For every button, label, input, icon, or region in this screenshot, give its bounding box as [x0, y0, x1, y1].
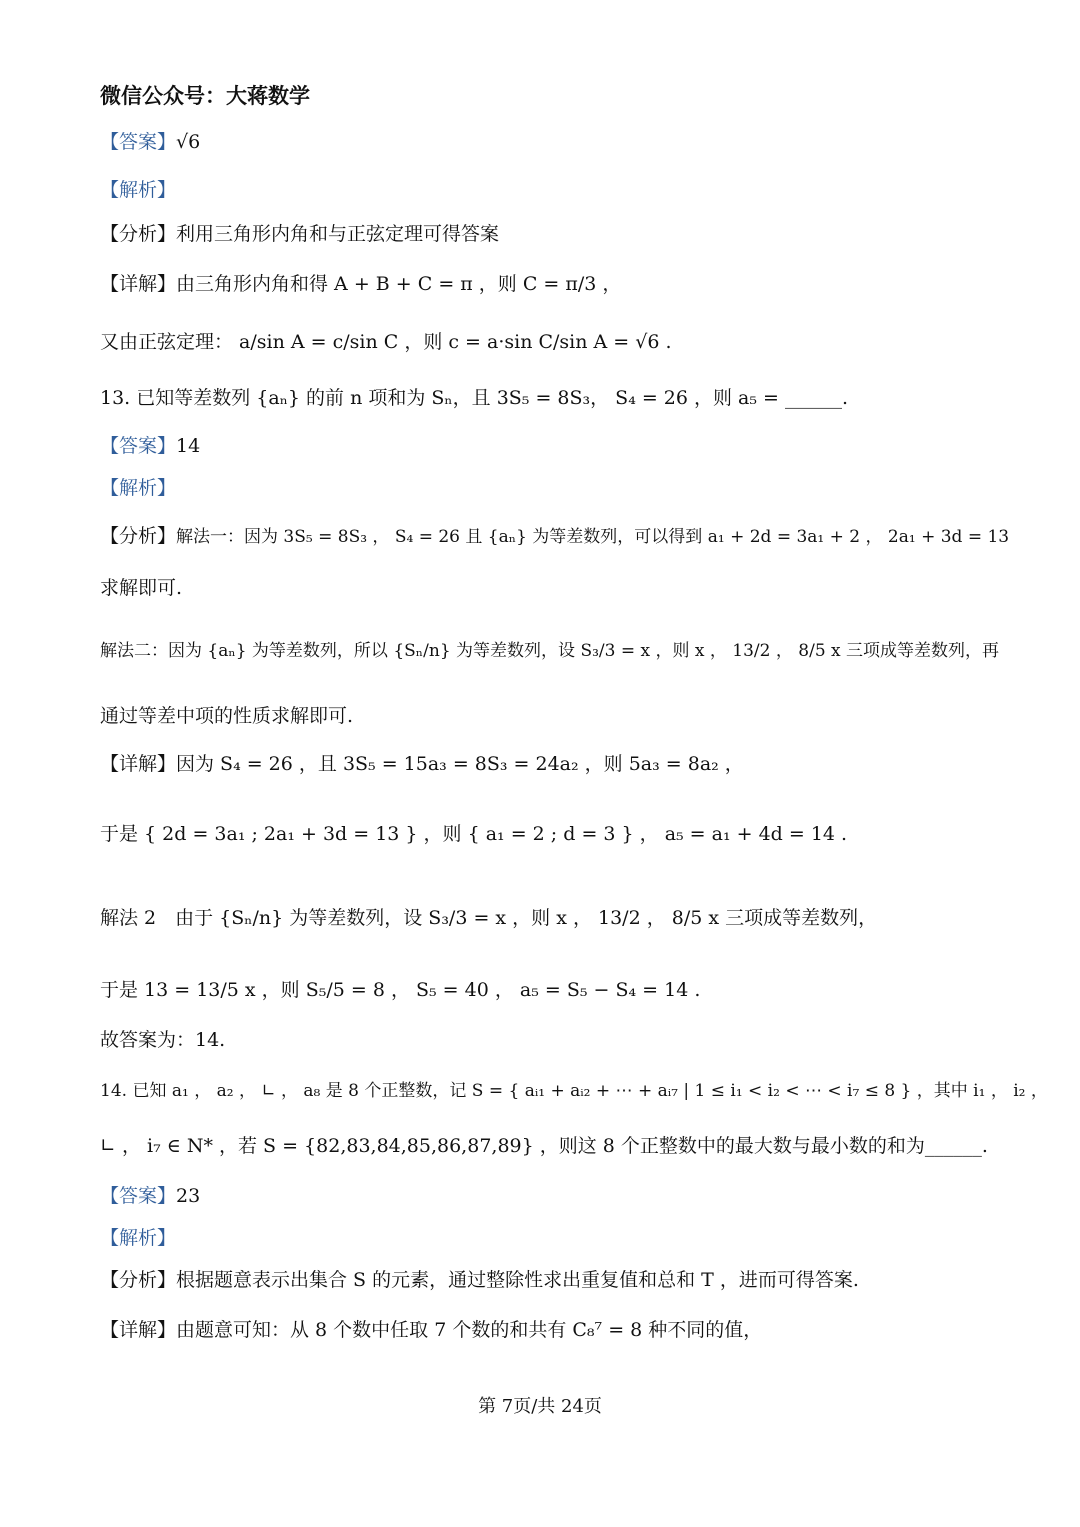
q13-question — [100, 384, 984, 412]
q13-fenxi-1: 解法一：因为 3S₅ = 8S₃ ， S₄ = 26 且 {aₙ} 为等差数列，可以得到 a₁ + 2d = 3a₁ + 2 ， 2a₁ + 3d = 13 — [176, 527, 1010, 547]
answer-tag: 【答案】 — [100, 435, 177, 457]
q13-detail-line-4 — [100, 976, 984, 1004]
q14-question-1: 14. 已知 a₁ ， a₂ ， ∟ ， a₈ 是 8 个正整数，记 S = { aᵢ₁ + aᵢ₂ + ⋯ + aᵢ₇ | 1 ≤ i₁ < i₂ < ⋯ < i₇ ≤ 8 } ，其中 i₁ ， i₂ ， — [100, 1081, 1048, 1101]
q12-answer-line — [100, 128, 984, 156]
q13-detail-line-2 — [100, 820, 984, 848]
q13-detail-4: 于是 13 = 13/5 x ，则 S₅/5 = 8 ， S₅ = 40 ， a₅ = S₅ − S₄ = 14 . — [100, 979, 701, 1001]
q13-fenxi-1b: 求解即可. — [100, 577, 183, 599]
analysis-tag: 【解析】 — [100, 477, 177, 499]
q12-analysis-line — [100, 176, 984, 204]
analysis-tag: 【解析】 — [100, 179, 177, 201]
q13-detail-2: 于是 { 2d = 3a₁ ; 2a₁ + 3d = 13 } ，则 { a₁ = 2 ; d = 3 } ， a₅ = a₁ + 4d = 14 . — [100, 823, 848, 845]
q14-question-line-2 — [100, 1132, 988, 1160]
fenxi-tag: 【分析】 — [100, 1269, 177, 1291]
q12-detail-1: 由三角形内角和得 A + B + C = π ，则 C = π/3 ， — [176, 273, 622, 295]
q13-fenxi-line-2b — [100, 702, 984, 730]
q13-detail-1: 因为 S₄ = 26 ，且 3S₅ = 15a₃ = 8S₃ = 24a₂ ，则 5a₃ = 8a₂ ， — [176, 753, 744, 775]
fenxi-tag: 【分析】 — [100, 525, 177, 547]
q12-fenxi: 利用三角形内角和与正弦定理可得答案 — [176, 223, 500, 245]
answer-tag: 【答案】 — [100, 1185, 177, 1207]
analysis-tag: 【解析】 — [100, 1227, 177, 1249]
q14-analysis-line — [100, 1224, 984, 1252]
q14-fenxi-line — [100, 1266, 984, 1294]
q13-answer: 14 — [176, 435, 201, 457]
q13-fenxi-line-1b — [100, 574, 984, 602]
q14-fenxi: 根据题意表示出集合 S 的元素，通过整除性求出重复值和总和 T ，进而可得答案. — [176, 1269, 859, 1291]
q12-detail-line-1 — [100, 270, 984, 298]
detail-tag: 【详解】 — [100, 753, 177, 775]
fenxi-tag: 【分析】 — [100, 223, 177, 245]
q13-detail-3: 解法 2 由于 {Sₙ/n} 为等差数列，设 S₃/3 = x ，则 x ， 13/2 ， 8/5 x 三项成等差数列， — [100, 907, 878, 929]
q12-fenxi-line — [100, 220, 984, 248]
q13-analysis-line — [100, 474, 984, 502]
q12-detail-line-2 — [100, 328, 984, 356]
q14-answer: 23 — [176, 1185, 201, 1207]
q13-final: 故答案为：14. — [100, 1029, 226, 1051]
q13-question-text: 13. 已知等差数列 {aₙ} 的前 n 项和为 Sₙ，且 3S₅ = 8S₃， S₄ = 26 ，则 a₅ = ______. — [100, 387, 849, 409]
q13-fenxi-2b: 通过等差中项的性质求解即可. — [100, 705, 354, 727]
q12-answer: √6 — [176, 131, 201, 153]
q13-answer-line — [100, 432, 984, 460]
detail-tag: 【详解】 — [100, 1319, 177, 1341]
q14-detail-1: 由题意可知：从 8 个数中任取 7 个数的和共有 C₈⁷ = 8 种不同的值， — [176, 1319, 763, 1341]
q14-detail-line-1 — [100, 1316, 984, 1344]
page-footer: 第 7页/共 24页 — [478, 1396, 602, 1417]
q14-question-2: ∟ ， i₇ ∈ N* ，若 S = {82,83,84,85,86,87,89} ，则这 8 个正整数中的最大数与最小数的和为______. — [100, 1135, 988, 1157]
answer-tag: 【答案】 — [100, 131, 177, 153]
q13-final-line — [100, 1026, 984, 1054]
q13-fenxi-2: 解法二：因为 {aₙ} 为等差数列，所以 {Sₙ/n} 为等差数列，设 S₃/3 = x ，则 x ， 13/2 ， 8/5 x 三项成等差数列，再 — [100, 641, 1000, 661]
q13-fenxi-line-2 — [100, 636, 1000, 665]
q14-answer-line — [100, 1182, 984, 1210]
header-title: 微信公众号：大蒋数学 — [100, 84, 310, 108]
q14-question-line-1 — [100, 1076, 1048, 1105]
detail-tag: 【详解】 — [100, 273, 177, 295]
q13-fenxi-line-1 — [100, 522, 1010, 551]
q12-detail-2: 又由正弦定理： a/sin A = c/sin C ，则 c = a·sin C/sin A = √6 . — [100, 331, 672, 353]
q13-detail-line-1 — [100, 750, 984, 778]
q13-detail-line-3 — [100, 904, 984, 932]
